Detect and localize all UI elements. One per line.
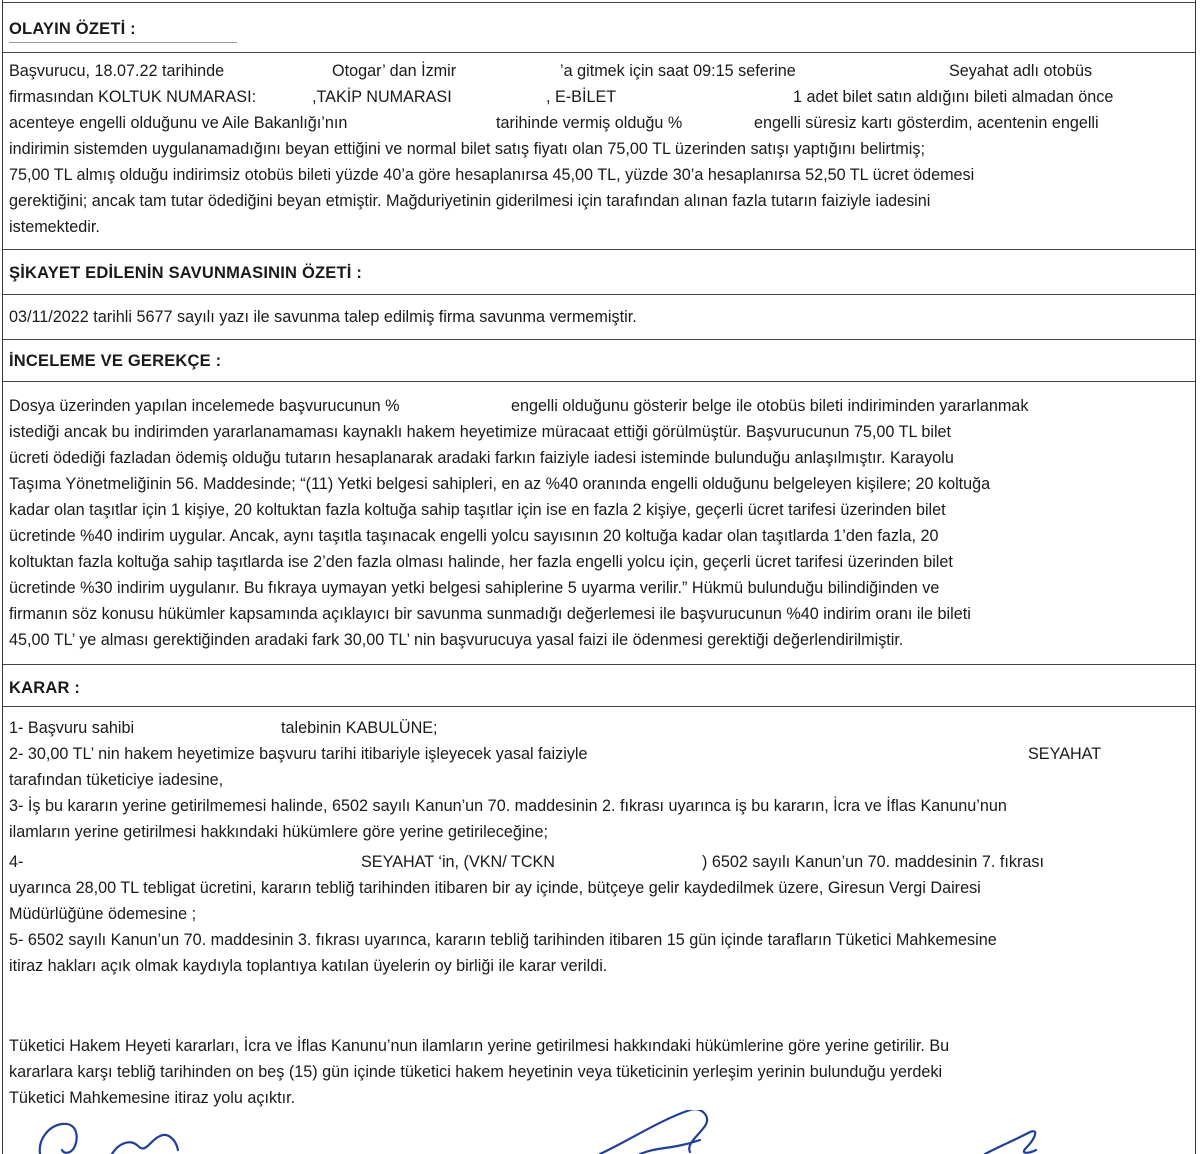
inceleme-line-4: Taşıma Yönetmeliğinin 56. Maddesinde; “(11) Yetki belgesi sahipleri, en az %40 oranında engelli olduğunu belgeleyen kişilere; 20 koltuğa	[9, 475, 991, 493]
olay-line-5: 75,00 TL almış olduğu indirimsiz otobüs bileti yüzde 40’a göre hesaplanırsa 45,00 TL, yüzde 30’a hesaplanırsa 52,50 TL ücret ödemesi	[9, 166, 975, 184]
olay-l3-b: tarihinde vermiş olduğu %	[496, 114, 683, 132]
savunma-text: 03/11/2022 tarihli 5677 sayılı yazı ile savunma talep edilmiş firma savunma vermemiştir.	[9, 308, 637, 326]
karar-i1-b: talebinin KABULÜNE;	[281, 719, 438, 737]
karar-i4-a: 4-	[9, 853, 24, 871]
inceleme-line-5: kadar olan taşıtlar için 1 kişiye, 20 koltuktan fazla koltuğa sahip taşıtlar için ise en fazla 2 kişiye, geçerli ücret tarifesi üzerinden bilet	[9, 501, 946, 519]
rule-inceleme	[3, 381, 1195, 382]
karar-i1-a: 1- Başvuru sahibi	[9, 719, 135, 737]
karar-item-5-cont: itiraz hakları açık olmak kaydıyla toplantıya katılan üyelerin oy birliği ile karar verildi.	[9, 957, 608, 975]
olay-l2-d: 1 adet bilet satın aldığını bileti almadan önce	[793, 88, 1114, 106]
karar-i2-a: 2- 30,00 TL’ nin hakem heyetimize başvuru tarihi itibariyle işleyecek yasal faiziyle	[9, 745, 588, 763]
footer-line-3: Tüketici Mahkemesine itiraz yolu açıktır.	[9, 1089, 296, 1107]
title-underline	[9, 42, 237, 43]
karar-item-3-cont: ilamların yerine getirilmesi hakkındaki hükümlere göre yerine getirileceğine;	[9, 823, 548, 841]
karar-item-4-end: Müdürlüğüne ödemesine ;	[9, 905, 197, 923]
signature-middle	[600, 1110, 707, 1154]
karar-item-3: 3- İş bu kararın yerine getirilmemesi halinde, 6502 sayılı Kanun’un 70. maddesinin 2. fıkrası uyarınca iş bu kararın, İcra ve İflas Kanunu’nun	[9, 797, 1007, 815]
olay-line-4: indirimin sistemden uygulanamadığını beyan ettiğini ve normal bilet satış fiyatı olan 75,00 TL üzerinden satışı yaptığını belirtmiş;	[9, 140, 925, 158]
olay-line-7: istemektedir.	[9, 218, 100, 236]
olay-l1-a: Başvurucu, 18.07.22 tarihinde	[9, 62, 225, 80]
olay-l3-a: acenteye engelli olduğunu ve Aile Bakanlığı’nın	[9, 114, 348, 132]
rule-savunma	[3, 294, 1195, 295]
rule-olay	[3, 52, 1195, 53]
decision-document	[2, 0, 1196, 1154]
inceleme-line-8: ücretinde %30 indirim uygulanır. Bu fıkraya uymayan yetki belgesi sahiplerine 5 uyarma verilir.” Hükmü bulunduğu bilindiğinden ve	[9, 579, 940, 597]
olay-l3-c: engelli süresiz kartı gösterdim, acentenin engelli	[754, 114, 1099, 132]
inceleme-line-9: firmanın söz konusu hükümler kapsamında açıklayıcı bir savunma sunmadığı değerlemesi ile başvurucunun %40 indirim oranı ile bileti	[9, 605, 971, 623]
footer-line-2: kararlara karşı tebliğ tarihinden on beş (15) gün içinde tüketici hakem heyetinin veya tüketicinin yerleşim yerinin bulunduğu yerdeki	[9, 1063, 943, 1081]
karar-item-2-cont: tarafından tüketiciye iadesine,	[9, 771, 224, 789]
olay-line-6: gerektiğini; ancak tam tutar ödediğini beyan etmiştir. Mağduriyetinin giderilmesi için tarafından alınan fazla tutarın faiziyle iadesini	[9, 192, 931, 210]
karar-i4-b: SEYAHAT ‘in, (VKN/ TCKN	[361, 853, 555, 871]
olay-l2-b: ,TAKİP NUMARASI	[312, 88, 452, 106]
signature-left	[40, 1124, 178, 1154]
rule-karar-top	[3, 664, 1195, 665]
top-rule	[3, 2, 1195, 3]
olay-l1-c: ’a gitmek için saat 09:15 seferine	[560, 62, 796, 80]
olay-l1-b: Otogar’ dan İzmir	[332, 62, 457, 80]
section-title-savunma: ŞİKAYET EDİLENİN SAVUNMASININ ÖZETİ :	[9, 264, 363, 282]
signature-right	[985, 1131, 1036, 1154]
inceleme-line-6: ücretinde %40 indirim uygular. Ancak, aynı taşıtla taşınacak engelli yolcu sayısının 20 koltuğa kadar olan taşıtlarda 1’den fazla, 20	[9, 527, 939, 545]
rule-inceleme-top	[3, 339, 1195, 340]
section-title-karar: KARAR :	[9, 679, 81, 697]
rule-savunma-top	[3, 249, 1195, 250]
inceleme-line-10: 45,00 TL’ ye alması gerektiğinden aradaki fark 30,00 TL’ nin başvurucuya yasal faizi ile ödenmesi gerektiği değerlendirilmiştir.	[9, 631, 904, 649]
karar-item-4-cont: uyarınca 28,00 TL tebligat ücretini, kararın tebliğ tarihinden itibaren bir ay içinde, bütçeye gelir kaydedilmek üzere, Giresun Vergi Dairesi	[9, 879, 981, 897]
karar-i4-c: ) 6502 sayılı Kanun’un 70. maddesinin 7. fıkrası	[702, 853, 1044, 871]
olay-l2-a: firmasından KOLTUK NUMARASI:	[9, 88, 257, 106]
olay-l2-c: , E-BİLET	[546, 88, 617, 106]
inceleme-line-7: koltuktan fazla koltuğa sahip taşıtlarda ise 2’den fazla olması halinde, her fazla engelli yolcu için, geçerli ücret tarifesi üzerinden bilet	[9, 553, 953, 571]
karar-i2-b: SEYAHAT	[1028, 745, 1102, 763]
rule-karar	[3, 706, 1195, 707]
inceleme-line-3: ücreti ödediği fazladan ödemiş olduğu tutarın hesaplanarak aradaki farkın faiziyle iadesi isteminde bulunduğu anlaşılmıştır. Karayolu	[9, 449, 954, 467]
section-title-olay: OLAYIN ÖZETİ :	[9, 20, 136, 38]
footer-line-1: Tüketici Hakem Heyeti kararları, İcra ve İflas Kanunu’nun ilamların yerine getirilmesi hakkındaki hükümlerine göre yerine getirilir. Bu	[9, 1037, 950, 1055]
signatures	[0, 1110, 1200, 1154]
inceleme-l1-a: Dosya üzerinden yapılan incelemede başvurucunun %	[9, 397, 400, 415]
inceleme-l1-b: engelli olduğunu gösterir belge ile otobüs bileti indiriminden yararlanmak	[511, 397, 1029, 415]
karar-item-5: 5- 6502 sayılı Kanun’un 70. maddesinin 3. fıkrası uyarınca, kararın tebliğ tarihinden itibaren 15 gün içinde tarafların Tüketici Mahkemesine	[9, 931, 997, 949]
inceleme-line-2: istediği ancak bu indirimden yararlanamaması kaynaklı hakem heyetimize müracaat ettiği görülmüştür. Başvurucunun 75,00 TL bilet	[9, 423, 952, 441]
section-title-inceleme: İNCELEME VE GEREKÇE :	[9, 352, 222, 370]
olay-l1-d: Seyahat adlı otobüs	[949, 62, 1093, 80]
